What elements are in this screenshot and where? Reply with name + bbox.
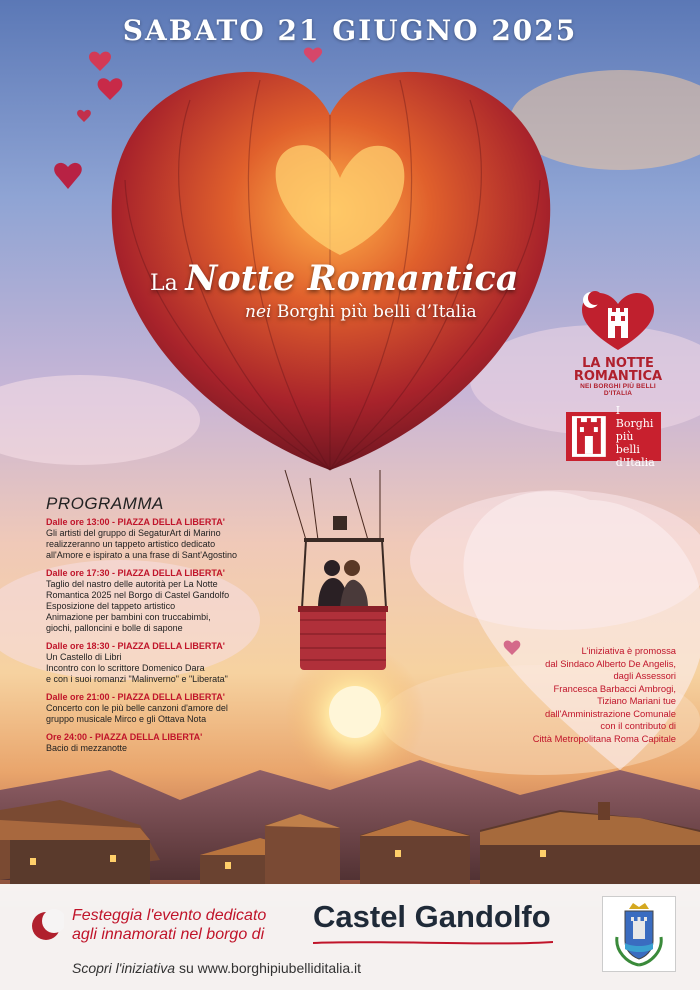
tagline-line-1: Festeggia l'evento dedicato [72,907,267,924]
entry-line: Concerto con le più belle canzoni d'amore del [46,703,228,713]
entry-line: Esposizione del tappeto artistico [46,601,176,611]
site-url[interactable]: su www.borghipiubelliditalia.it [178,960,362,976]
small-heart-icon [54,163,82,189]
website-line [72,960,361,976]
title-prefix: La [150,271,178,296]
borghi-line-3: d'Italia [615,456,655,469]
event-date: SABATO 21 GIUGNO 2025 [122,14,578,47]
heart-castle-moon-icon [578,290,658,352]
logo-line-2: ROMANTICA [573,369,663,384]
logo-line-1: LA NOTTE [582,356,654,371]
entry-line: all'Amore e ispirato a una frase di Sant'Agostino [46,550,238,560]
small-heart-icon [304,48,322,63]
event-subtitle [245,302,477,322]
borghi-line-2: più belli [615,430,640,456]
borghi-line-1: I Borghi [615,404,654,430]
program-entry [46,517,336,561]
borghi-logo-text [616,404,661,469]
promo-line: Tiziano Mariani tue [597,695,676,706]
entry-line: realizzeranno un tappeto artistico dedicato [46,539,216,549]
entry-line: Animazione per bambini con truccabimbi, [46,612,211,622]
promo-line: L'iniziativa è promossa [581,645,676,656]
entry-header: Ore 24:00 - PIAZZA DELLA LIBERTA' [46,732,203,742]
notte-romantica-logo [566,290,670,397]
entry-header: Dalle ore 21:00 - PIAZZA DELLA LIBERTA' [46,692,225,702]
entry-line: Romantica 2025 nel Borgo di Castel Gandolfo [46,590,230,600]
promo-line: Francesca Barbacci Ambrogi, [553,682,676,694]
entry-line: Gli artisti del gruppo di SegaturArt di Marino [46,528,221,538]
promo-line: dagli Assessori [613,670,676,681]
programma-heading: PROGRAMMA [46,494,164,513]
small-heart-icon [98,78,123,100]
city-underline [313,940,553,946]
entry-line: Taglio del nastro delle autorità per La Notte [46,579,218,589]
small-heart-icon [77,110,91,122]
program-entry [46,692,336,725]
subtitle-italic: nei [245,302,272,322]
castel-gandolfo-crest-icon [603,897,675,971]
site-prefix: Scopri l'iniziativa [72,960,176,976]
promo-line: Città Metropolitana Roma Capitale [532,732,676,744]
promotion-credits [533,645,676,745]
subtitle-rest: Borghi più belli d’Italia [276,302,477,322]
programma-section [46,494,336,761]
event-title [150,258,519,299]
municipal-crest [602,896,676,972]
program-entry [46,732,336,754]
entry-header: Dalle ore 18:30 - PIAZZA DELLA LIBERTA' [46,641,225,651]
logo-line-3: NEI BORGHI PIÙ BELLI D'ITALIA [580,383,656,397]
program-entry [46,568,336,634]
entry-line: Incontro con lo scrittore Domenico Dara [46,663,205,673]
entry-line: gruppo musicale Mirco e gli Ottava Nota [46,714,207,724]
entry-line: e con i suoi romanzi "Malinverno" e "Liberata" [46,674,228,684]
entry-line: giochi, palloncini e bolle di sapone [46,623,183,633]
tagline-line-2: agli innamorati nel borgo di [72,926,265,943]
promo-line: dall'Amministrazione Comunale [544,707,676,719]
program-entry [46,641,336,685]
small-heart-icon [89,52,111,71]
city-name: Castel Gandolfo [313,899,551,934]
borghi-piu-belli-logo [566,404,661,469]
footer-tagline [72,906,266,944]
title-main: Notte Romantica [185,258,519,299]
entry-header: Dalle ore 17:30 - PIAZZA DELLA LIBERTA' [46,568,225,578]
entry-header: Dalle ore 13:00 - PIAZZA DELLA LIBERTA' [46,517,225,527]
promo-line: con il contributo di [600,720,676,731]
entry-line: Un Castello di Libri [46,652,122,662]
entry-line: Bacio di mezzanotte [46,743,128,753]
crescent-moon-icon [30,909,64,943]
promo-line: dal Sindaco Alberto De Angelis, [545,657,676,669]
tower-icon [570,414,608,459]
